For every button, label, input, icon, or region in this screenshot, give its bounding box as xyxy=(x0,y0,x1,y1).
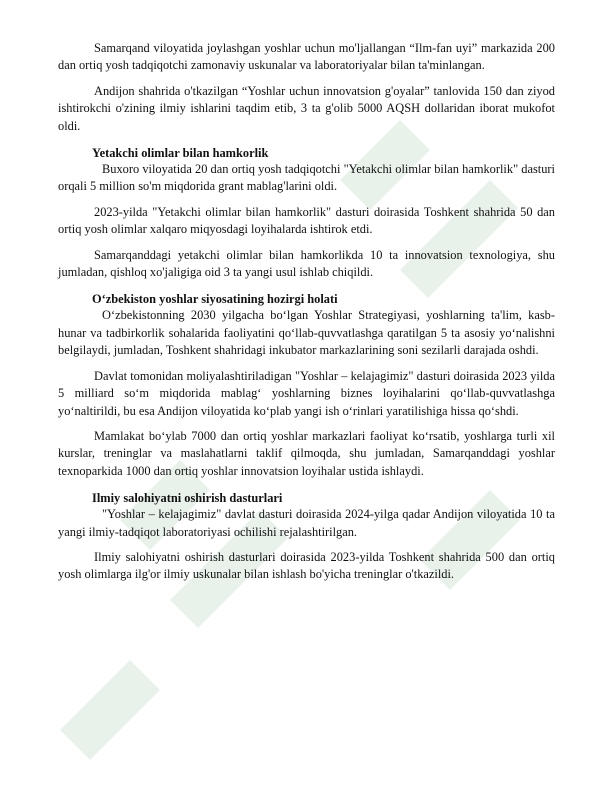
document-page xyxy=(58,40,555,592)
section-heading: O‘zbekiston yoshlar siyosatining hozirgi holati xyxy=(92,292,338,307)
paragraph: 2023-yilda "Yetakchi olimlar bilan hamkorlik" dasturi doirasida Toshkent shahrida 50 dan ortiq yosh olimlar xalqaro miqyosdagi loyihalarda ishtirok etdi. xyxy=(58,204,555,237)
section-heading: Yetakchi olimlar bilan hamkorlik xyxy=(92,146,269,161)
paragraph: "Yoshlar – kelajagimiz" davlat dasturi doirasida 2024-yilga qadar Andijon viloyatida 10 ta yangi ilmiy-tadqiqot laboratoriyasi ochilishi rejalashtirilgan. xyxy=(58,507,555,539)
paragraph: Ilmiy salohiyatni oshirish dasturlari doirasida 2023-yilda Toshkent shahrida 500 dan ortiq yosh olimlarga ilg'or ilmiy uskunalar bilan ishlash bo'yicha treninglar o'tkazildi. xyxy=(58,549,555,582)
paragraph: Samarqanddagi yetakchi olimlar bilan hamkorlikda 10 ta innovatsion texnologiya, shu jumladan, qishloq xo'jaligiga oid 3 ta yangi usul ishlab chiqildi. xyxy=(58,247,555,280)
paragraph: Davlat tomonidan moliyalashtiriladigan "Yoshlar – kelajagimiz" dasturi doirasida 2023 yilda 5 milliard so‘m miqdorida mablag‘ yoshlarning biznes loyihalarini qo‘llab-quvvatlashga yo‘naltirildi, bu esa Andijon viloyatida ko‘plab yangi ish o‘rinlari yaratilishiga hissa qo‘shdi. xyxy=(58,368,555,418)
section-heading: Ilmiy salohiyatni oshirish dasturlari xyxy=(92,491,283,506)
paragraph: Andijon shahrida o'tkazilgan “Yoshlar uchun innovatsion g'oyalar” tanlovida 150 dan ziyod ishtirokchi o'zining ilmiy ishlarini taqdim etib, 3 ta g'olib 5000 AQSH dollaridan iborat mukofot oldi. xyxy=(58,83,555,133)
paragraph: Samarqand viloyatida joylashgan yoshlar uchun mo'ljallangan “Ilm-fan uyi” markazida 200 dan ortiq yosh tadqiqotchi zamonaviy uskunalar va laboratoriyalar bilan ta'minlangan. xyxy=(58,41,555,73)
paragraph: O‘zbekistonning 2030 yilgacha bo‘lgan Yoshlar Strategiyasi, yoshlarning ta'lim, kasb-hunar va tadbirkorlik sohalarida faoliyatini qo‘llab-quvvatlashga qaratilgan 5 ta asosiy yo‘nalishni belgilaydi, jumladan, Toshkent shahridagi inkubator markazlarining soni sezilarli darajada oshdi. xyxy=(58,308,555,358)
paragraph: Buxoro viloyatida 20 dan ortiq yosh tadqiqotchi "Yetakchi olimlar bilan hamkorlik" dasturi orqali 5 million so'm miqdorida grant mablag'larini oldi. xyxy=(58,162,555,194)
paragraph: Mamlakat bo‘ylab 7000 dan ortiq yoshlar markazlari faoliyat ko‘rsatib, yoshlarga turli xil kurslar, treninglar va maslahatlarni taklif qilmoqda, shu jumladan, Samarqanddagi yoshlar texnoparkida 1000 dan ortiq yoshlar innovatsion loyihalar ustida ishlaydi. xyxy=(58,428,555,478)
